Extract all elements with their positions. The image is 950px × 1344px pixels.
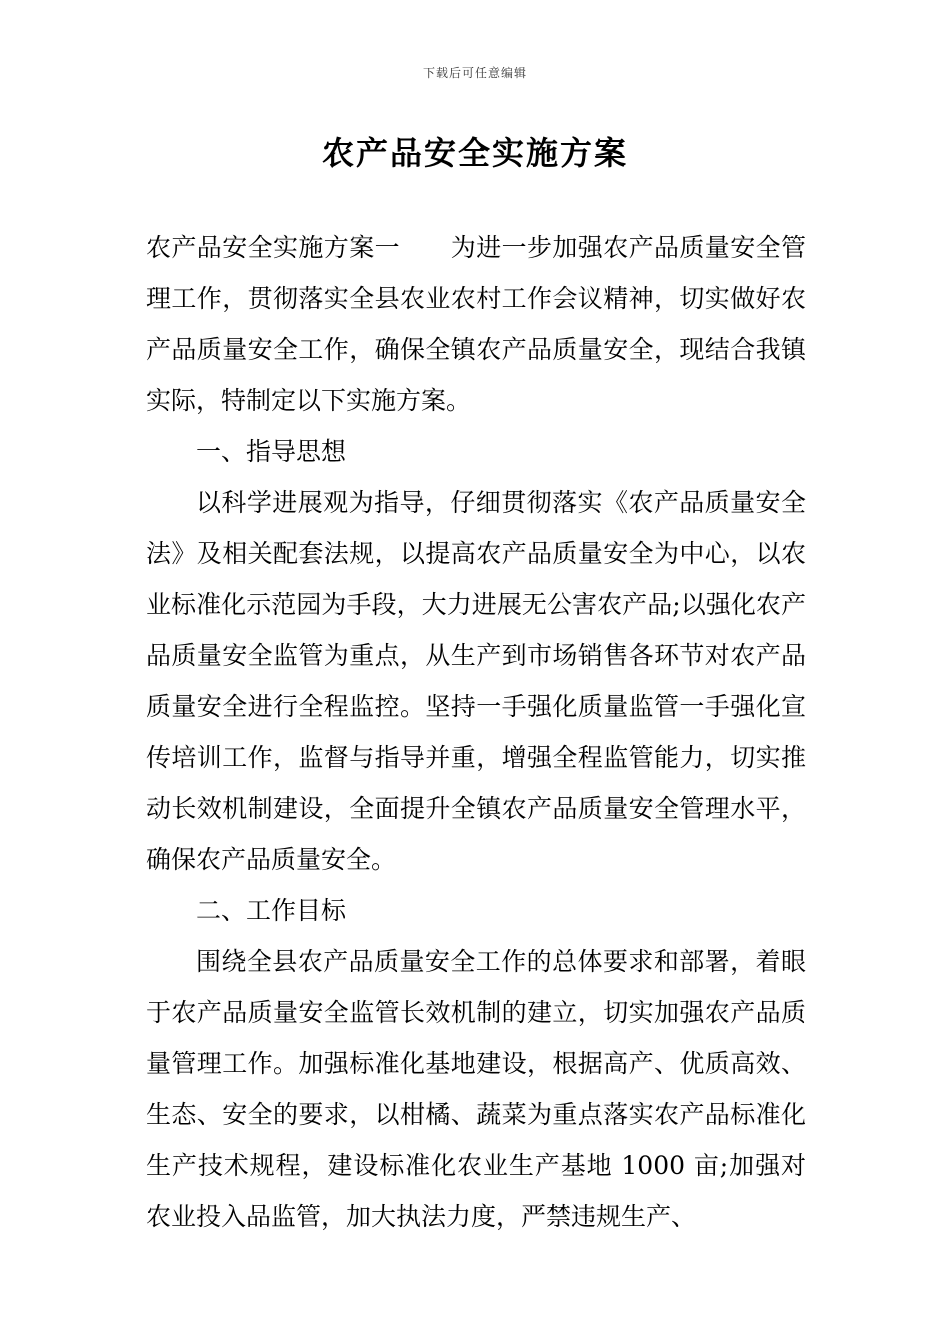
header-note: 下载后可任意编辑 <box>422 66 527 80</box>
paragraph-guiding-ideology: 以科学进展观为指导，仔细贯彻落实《农产品质量安全法》及相关配套法规，以提高农产品质量安全为中心，以农业标准化示范园为手段，大力进展无公害农产品;以强化农产品质量安全监管为重点，从生产到市场销售各环节对农产品质量安全进行全程监控。坚持一手强化质量监管一手强化宣传培训工作，监督与指导并重，增强全程监管能力，切实推动长效机制建设，全面提升全镇农产品质量安全管理水平，确保农产品质量安全。 <box>146 488 806 874</box>
paragraph-work-goals: 围绕全县农产品质量安全工作的总体要求和部署，着眼于农产品质量安全监管长效机制的建立，切实加强农产品质量管理工作。加强标准化基地建设，根据高产、优质高效、生态、安全的要求，以柑橘、蔬菜为重点落实农产品标准化生产技术规程，建设标准化农业生产基地 1000 亩;加强对农业投入品监管，加大执法力度，严禁违规生产、 <box>146 947 806 1231</box>
document-body <box>146 222 806 1242</box>
document-title: 农产品安全实施方案 <box>321 134 628 172</box>
section-heading-work-goals: 二、工作目标 <box>196 896 347 925</box>
section-heading-guiding-ideology: 一、指导思想 <box>196 437 347 466</box>
paragraph-intro: 农产品安全实施方案一 为进一步加强农产品质量安全管理工作，贯彻落实全县农业农村工作会议精神，切实做好农产品质量安全工作，确保全镇农产品质量安全，现结合我镇实际，特制定以下实施方案。 <box>146 233 806 415</box>
